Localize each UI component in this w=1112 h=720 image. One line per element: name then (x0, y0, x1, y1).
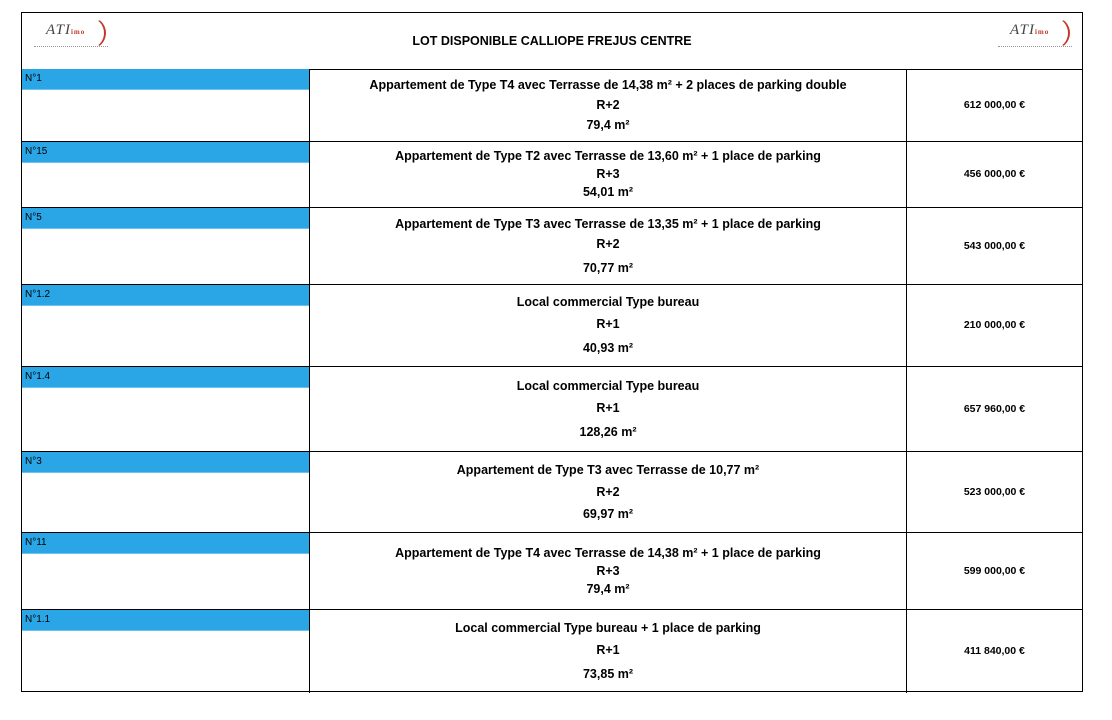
lot-area: 79,4 m² (586, 581, 630, 596)
lot-price: 210 000,00 € (907, 284, 1083, 366)
lot-area: 79,4 m² (586, 117, 630, 132)
lot-level: R+2 (596, 484, 620, 499)
lot-description: Local commercial Type bureau (516, 295, 700, 309)
lot-area: 69,97 m² (582, 506, 634, 521)
lot-level: R+1 (596, 400, 620, 415)
lot-area: 73,85 m² (582, 667, 634, 682)
lot-price: 411 840,00 € (907, 609, 1083, 693)
lot-price: 612 000,00 € (907, 69, 1083, 141)
table-row (22, 366, 1082, 451)
table-row (22, 532, 1082, 609)
lot-description: Local commercial Type bureau + 1 place de parking (455, 621, 761, 636)
lot-number: N°11 (22, 533, 309, 554)
lot-price: 456 000,00 € (907, 141, 1083, 207)
lot-number: N°5 (22, 208, 309, 229)
table-row (22, 207, 1082, 284)
lot-level: R+3 (596, 563, 620, 578)
sheet-header (22, 13, 1082, 70)
table-row (22, 69, 1082, 141)
lot-price: 657 960,00 € (907, 366, 1083, 451)
lot-number: N°1 (22, 69, 309, 90)
lot-number: N°1.1 (22, 610, 309, 631)
lot-price: 523 000,00 € (907, 451, 1083, 532)
lot-level: R+3 (596, 167, 620, 181)
lot-description: Appartement de Type T4 avec Terrasse de 14,38 m² + 2 places de parking double (369, 77, 847, 92)
lot-description: Appartement de Type T3 avec Terrasse de 13,35 m² + 1 place de parking (395, 216, 821, 231)
lot-level: R+1 (596, 643, 620, 658)
lot-description: Appartement de Type T3 avec Terrasse de 10,77 m² (456, 462, 760, 477)
page-title: LOT DISPONIBLE CALLIOPE FREJUS CENTRE (412, 34, 692, 48)
lot-number: N°3 (22, 452, 309, 473)
lot-area: 70,77 m² (582, 260, 634, 275)
lot-description: Appartement de Type T4 avec Terrasse de 14,38 m² + 1 place de parking (395, 545, 821, 560)
table-row (22, 609, 1082, 693)
ati-logo-left: ATIimo (30, 17, 110, 57)
lot-area: 54,01 m² (582, 185, 634, 199)
lot-price: 599 000,00 € (907, 532, 1083, 609)
lot-description: Appartement de Type T2 avec Terrasse de 13,60 m² + 1 place de parking (395, 149, 821, 163)
lot-number: N°15 (22, 142, 309, 163)
lot-number: N°1.4 (22, 367, 309, 388)
lots-table (22, 69, 1082, 693)
table-row (22, 451, 1082, 532)
table-row (22, 141, 1082, 207)
lot-level: R+1 (596, 317, 620, 331)
lots-sheet (21, 12, 1083, 692)
lot-number: N°1.2 (22, 285, 309, 306)
lot-description: Local commercial Type bureau (516, 378, 700, 393)
lot-price: 543 000,00 € (907, 207, 1083, 284)
lot-level: R+2 (596, 236, 620, 251)
ati-logo-right: ATIimo (994, 17, 1074, 57)
lot-area: 128,26 m² (579, 424, 637, 439)
lot-level: R+2 (596, 97, 620, 112)
table-row (22, 284, 1082, 366)
lot-area: 40,93 m² (582, 341, 634, 355)
